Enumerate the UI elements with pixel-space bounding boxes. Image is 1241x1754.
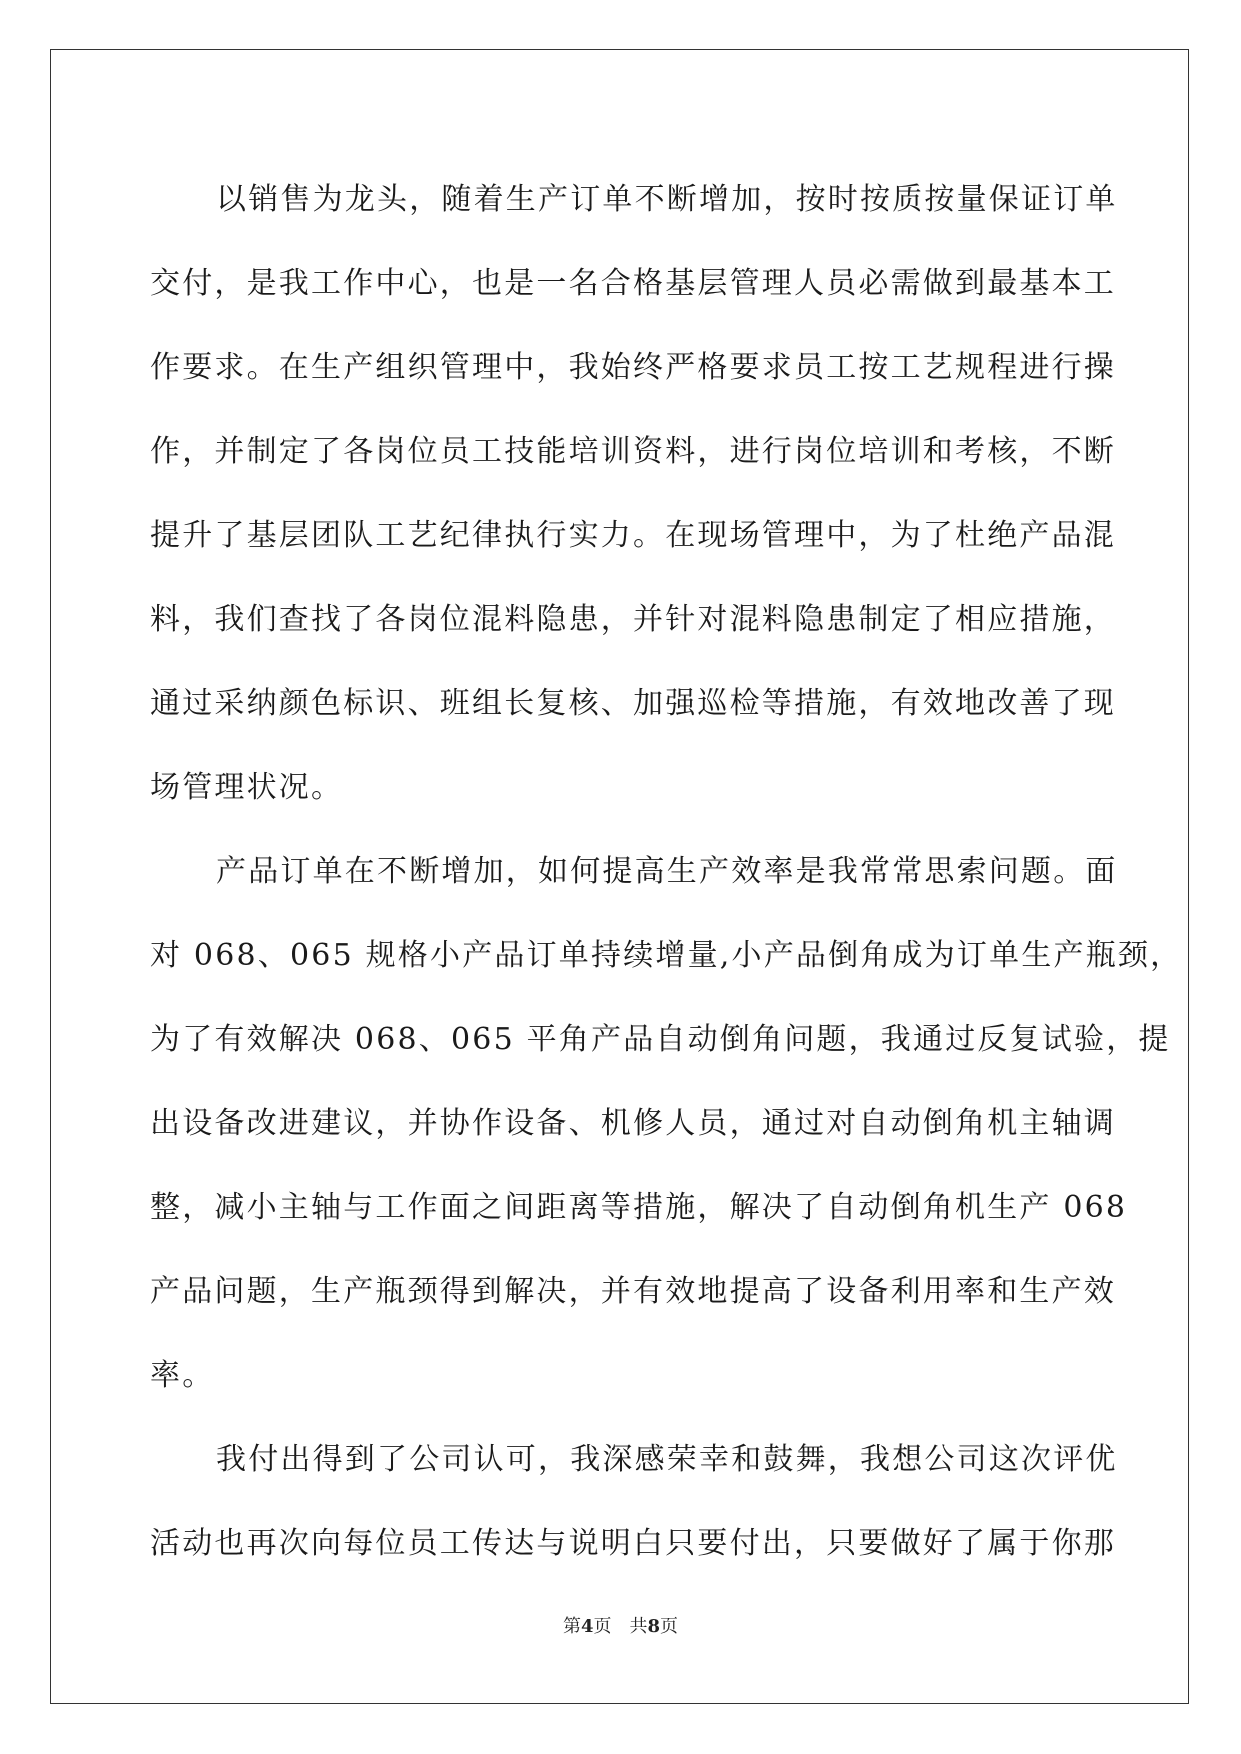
paragraph-2-line-3: 为了有效解决 068、065 平角产品自动倒角问题，我通过反复试验，提 [150,1022,1171,1057]
paragraph-1-line-1: 以销售为龙头，随着生产订单不断增加，按时按质按量保证订单 [216,182,1118,217]
footer-total-suffix: 页 [660,1616,679,1637]
paragraph-2-line-7: 率。 [150,1358,215,1393]
footer-total-prefix: 共 [629,1616,648,1637]
paragraph-3-line-2: 活动也再次向每位员工传达与说明白只要付出，只要做好了属于你那 [150,1526,1116,1561]
paragraph-1-line-7: 通过采纳颜色标识、班组长复核、加强巡检等措施，有效地改善了现 [150,686,1116,721]
paragraph-2-line-2: 对 068、065 规格小产品订单持续增量,小产品倒角成为订单生产瓶颈， [150,938,1183,973]
footer-page-suffix: 页 [593,1616,612,1637]
footer-prefix: 第 [562,1616,581,1637]
paragraph-3-line-1: 我付出得到了公司认可，我深感荣幸和鼓舞，我想公司这次评优 [216,1442,1118,1477]
paragraph-1-line-3: 作要求。在生产组织管理中，我始终严格要求员工按工艺规程进行操 [150,350,1116,385]
paragraph-1-line-6: 料，我们查找了各岗位混料隐患，并针对混料隐患制定了相应措施， [150,602,1116,637]
footer-total-pages: 8 [647,1616,661,1637]
paragraph-1-line-8: 场管理状况。 [150,770,344,805]
paragraph-1-line-5: 提升了基层团队工艺纪律执行实力。在现场管理中，为了杜绝产品混 [150,518,1116,553]
paragraph-2-line-1: 产品订单在不断增加，如何提高生产效率是我常常思索问题。面 [216,854,1118,889]
paragraph-2-line-6: 产品问题，生产瓶颈得到解决，并有效地提高了设备利用率和生产效 [150,1274,1116,1309]
paragraph-2-line-4: 出设备改进建议，并协作设备、机修人员，通过对自动倒角机主轴调 [150,1106,1116,1141]
paragraph-1-line-2: 交付，是我工作中心，也是一名合格基层管理人员必需做到最基本工 [150,266,1116,301]
paragraph-2-line-5: 整，减小主轴与工作面之间距离等措施，解决了自动倒角机生产 068 [150,1190,1128,1225]
paragraph-1-line-4: 作，并制定了各岗位员工技能培训资料，进行岗位培训和考核，不断 [150,434,1116,469]
footer-page-number: 4 [580,1616,594,1637]
page-footer [0,1612,1241,1638]
body-text [150,158,1183,1586]
